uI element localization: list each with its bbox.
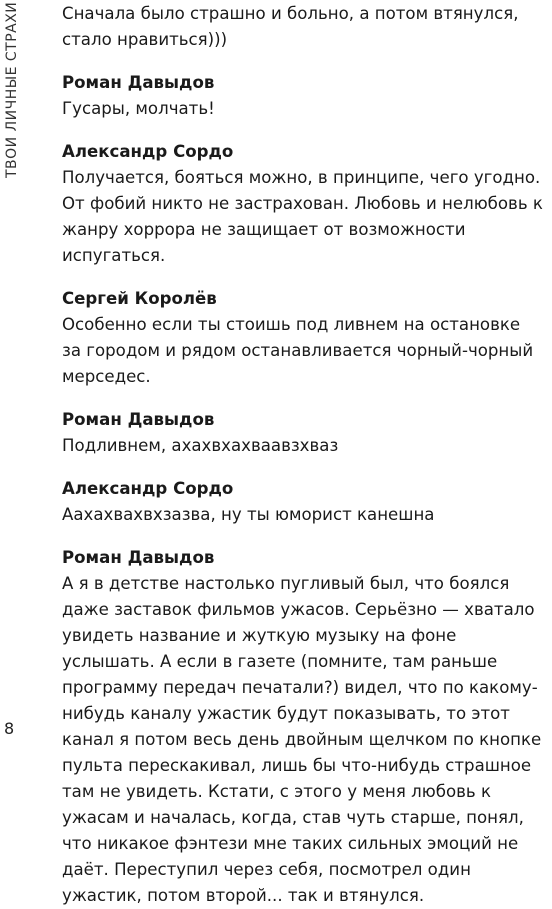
chat-entry	[62, 139, 544, 269]
running-title: ТВОИ ЛИЧНЫЕ СТРАХИ	[4, 1, 20, 178]
message-text: Аахахвахвхзазва, ну ты юморист канешна	[62, 505, 435, 524]
speaker-name: Сергей Королёв	[62, 289, 217, 308]
speaker-name: Александр Сордо	[62, 479, 234, 498]
page-number: 8	[4, 719, 15, 738]
message-text: Подливнем, ахахвхахваавзхваз	[62, 436, 339, 455]
chat-entry	[62, 545, 544, 909]
speaker-name: Роман Давыдов	[62, 410, 215, 429]
intro-paragraph: Сначала было страшно и больно, а потом втянулся, стало нравиться)))	[62, 4, 519, 49]
speaker-name: Роман Давыдов	[62, 73, 215, 92]
message-text: Особенно если ты стоишь под ливнем на остановке за городом и рядом останавливается чорный-чорный мерседес.	[62, 315, 534, 386]
chat-entry	[62, 70, 544, 122]
chat-entry	[62, 407, 544, 459]
speaker-name: Роман Давыдов	[62, 548, 215, 567]
message-text: А я в детстве настолько пугливый был, что боялся даже заставок фильмов ужасов. Серьёзно — хватало увидеть название и жуткую музыку на фоне услышать. А если в газете (помните, там раньше программу передач печатали?) видел, что по какому-нибудь каналу ужастик будут показывать, то этот канал я потом весь день двойным щелчком по кнопке пульта перескакивал, лишь бы что-нибудь страшное там не увидеть. Кстати, с этого у меня любовь к ужасам и началась, когда, став чуть старше, понял, что никакое фэнтези мне таких сильных эмоций не даёт. Переступил через себя, посмотрел один ужастик, потом второй... так и втянулся.	[62, 574, 542, 905]
chat-entry	[62, 476, 544, 528]
page-body	[62, 0, 544, 909]
speaker-name: Александр Сордо	[62, 142, 234, 161]
message-text: Гусары, молчать!	[62, 99, 215, 118]
chat-entry	[62, 286, 544, 390]
message-text: Получается, бояться можно, в принципе, чего угодно. От фобий никто не застрахован. Любовь и нелюбовь к жанру хоррора не защищает от возможности испугаться.	[62, 168, 543, 265]
